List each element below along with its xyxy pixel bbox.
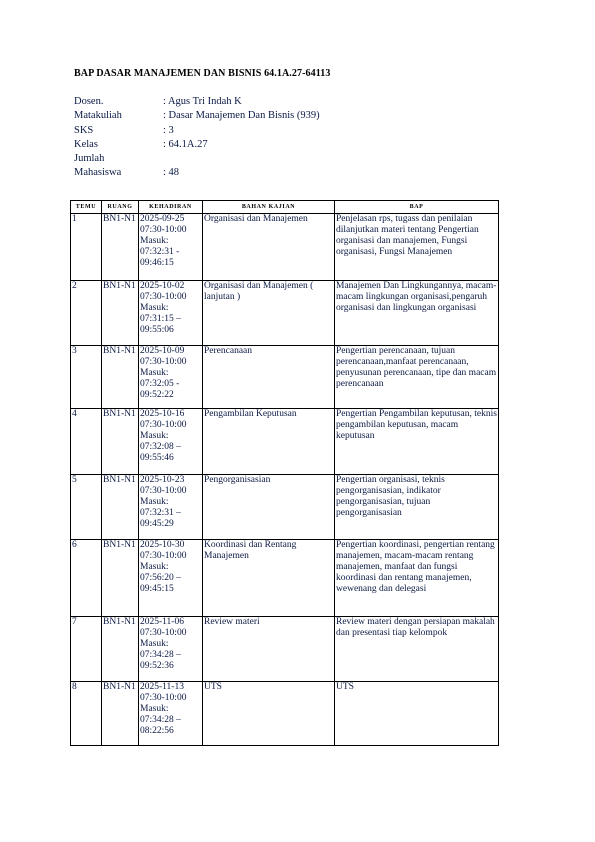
attendance-line: 07:30-10:00 — [140, 225, 187, 235]
attendance-line: 07:30-10:00 — [140, 357, 187, 367]
attendance-line: 09:55:06 — [140, 325, 174, 335]
attendance-cell — [139, 682, 203, 746]
table-row — [71, 617, 499, 682]
attendance-line: 09:52:22 — [140, 390, 174, 400]
attendance-line: Masuk: — [140, 497, 169, 507]
bap-cell: UTS — [335, 682, 499, 746]
meeting-number: 8 — [71, 682, 102, 746]
table-row — [71, 281, 499, 346]
attendance-cell — [139, 346, 203, 409]
room-cell: BN1-N1 — [102, 475, 139, 540]
topic-cell: Organisasi dan Manajemen ( lanjutan ) — [203, 281, 335, 346]
attendance-line: 07:32:08 – — [140, 442, 181, 452]
meeting-number: 5 — [71, 475, 102, 540]
attendance-cell — [139, 214, 203, 281]
topic-cell: Organisasi dan Manajemen — [203, 214, 335, 281]
bap-cell: Manajemen Dan Lingkungannya, macam-macam lingkungan organisasi,pengaruh organisasi dan lingkungan organisasi — [335, 281, 499, 346]
header-kehadiran: KEHADIRAN — [139, 201, 203, 214]
info-label: Kelas — [74, 138, 98, 150]
topic-cell: UTS — [203, 682, 335, 746]
topic-cell: Perencanaan — [203, 346, 335, 409]
info-value: : Agus Tri Indah K — [163, 96, 242, 107]
attendance-line: 07:30-10:00 — [140, 292, 187, 302]
table-row — [71, 475, 499, 540]
room-cell: BN1-N1 — [102, 617, 139, 682]
table-row — [71, 346, 499, 409]
attendance-line: 07:34:28 – — [140, 650, 181, 660]
info-label: SKS — [74, 124, 94, 136]
header-temu: TEMU — [71, 201, 102, 214]
attendance-line: 09:46:15 — [140, 258, 174, 268]
attendance-line: 2025-10-23 — [140, 475, 185, 485]
info-label: Dosen. — [74, 96, 104, 107]
attendance-line: 07:30-10:00 — [140, 420, 187, 430]
attendance-line: 09:45:15 — [140, 584, 174, 594]
bap-cell: Pengertian koordinasi, pengertian rentang manajemen, macam-macam rentang manajemen, manfaat dan fungsi koordinasi dan rentang manajemen, wewenang dan delegasi — [335, 540, 499, 617]
attendance-line: 09:45:29 — [140, 519, 174, 529]
header-bahan-kajian: BAHAN KAJIAN — [203, 201, 335, 214]
attendance-line: 07:56:20 – — [140, 573, 181, 583]
table-row — [71, 540, 499, 617]
meeting-number: 1 — [71, 214, 102, 281]
info-value: : 3 — [163, 124, 174, 136]
attendance-line: 09:55:46 — [140, 453, 174, 463]
table-row — [71, 214, 499, 281]
attendance-line: 07:32:31 - — [140, 247, 180, 257]
attendance-line: Masuk: — [140, 368, 169, 378]
info-value: : Dasar Manajemen Dan Bisnis (939) — [163, 110, 320, 122]
attendance-line: 07:30-10:00 — [140, 693, 187, 703]
info-value: : 64.1A.27 — [163, 138, 208, 150]
topic-cell: Koordinasi dan Rentang Manajemen — [203, 540, 335, 617]
attendance-cell — [139, 617, 203, 682]
room-cell: BN1-N1 — [102, 682, 139, 746]
attendance-line: Masuk: — [140, 431, 169, 441]
table-row — [71, 682, 499, 746]
room-cell: BN1-N1 — [102, 214, 139, 281]
attendance-line: 09:52:36 — [140, 661, 174, 671]
attendance-line: 07:31:15 – — [140, 314, 181, 324]
attendance-line: 07:32:05 - — [140, 379, 180, 389]
attendance-line: Masuk: — [140, 303, 169, 313]
attendance-line: 2025-10-02 — [140, 281, 185, 291]
bap-cell: Pengertian Pengambilan keputusan, teknis pengambilan keputusan, macam keputusan — [335, 409, 499, 475]
bap-cell: Pengertian perencanaan, tujuan perencanaan,manfaat perencanaan, penyusunan perencanaan, tipe dan macam perencanaan — [335, 346, 499, 409]
meeting-number: 3 — [71, 346, 102, 409]
topic-cell: Pengambilan Keputusan — [203, 409, 335, 475]
room-cell: BN1-N1 — [102, 540, 139, 617]
attendance-line: 07:30-10:00 — [140, 486, 187, 496]
attendance-table — [70, 200, 499, 746]
attendance-line: 07:34:28 – — [140, 715, 181, 725]
attendance-line: 07:30-10:00 — [140, 628, 187, 638]
meeting-number: 7 — [71, 617, 102, 682]
attendance-line: Masuk: — [140, 639, 169, 649]
info-label: Mahasiswa — [74, 167, 122, 179]
attendance-cell — [139, 475, 203, 540]
attendance-line: 2025-10-16 — [140, 409, 185, 419]
attendance-line: 07:32:31 – — [140, 508, 181, 518]
room-cell: BN1-N1 — [102, 409, 139, 475]
attendance-line: Masuk: — [140, 236, 169, 246]
topic-cell: Review materi — [203, 617, 335, 682]
header-ruang: RUANG — [102, 201, 139, 214]
room-cell: BN1-N1 — [102, 281, 139, 346]
info-value: : 48 — [163, 167, 180, 179]
attendance-cell — [139, 281, 203, 346]
attendance-cell — [139, 409, 203, 475]
attendance-line: 2025-11-06 — [140, 617, 184, 627]
attendance-line: Masuk: — [140, 704, 169, 714]
attendance-line: 2025-10-09 — [140, 346, 185, 356]
bap-cell: Penjelasan rps, tugass dan penilaian dilanjutkan materi tentang Pengertian organisasi dan manajemen, Fungsi organisasi, Fungsi Manajemen — [335, 214, 499, 281]
attendance-line: Masuk: — [140, 562, 169, 572]
attendance-line: 2025-11-13 — [140, 682, 184, 692]
document-title: BAP DASAR MANAJEMEN DAN BISNIS 64.1A.27-64113 — [74, 68, 331, 79]
attendance-line: 2025-10-30 — [140, 540, 185, 550]
table-header-row — [71, 201, 499, 214]
attendance-line: 08:22:56 — [140, 726, 174, 736]
attendance-line: 2025-09-25 — [140, 214, 185, 224]
header-bap: BAP — [335, 201, 499, 214]
bap-cell: Pengertian organisasi, teknis pengorganisasian, indikator pengorganisasian, tujuan pengorganisasian — [335, 475, 499, 540]
info-label: Matakuliah — [74, 110, 122, 122]
room-cell: BN1-N1 — [102, 346, 139, 409]
meeting-number: 6 — [71, 540, 102, 617]
attendance-line: 07:30-10:00 — [140, 551, 187, 561]
bap-cell: Review materi dengan persiapan makalah dan presentasi tiap kelompok — [335, 617, 499, 682]
table-row — [71, 409, 499, 475]
meeting-number: 4 — [71, 409, 102, 475]
info-label: Jumlah — [74, 153, 105, 165]
topic-cell: Pengorganisasian — [203, 475, 335, 540]
meeting-number: 2 — [71, 281, 102, 346]
attendance-cell — [139, 540, 203, 617]
